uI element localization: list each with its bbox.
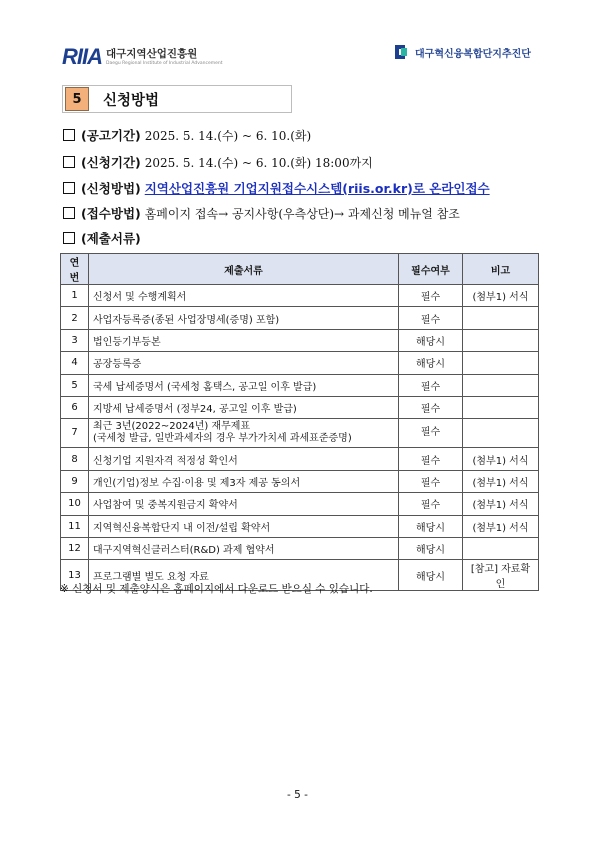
row-document: 공장등록증 [89, 352, 399, 374]
row-remarks [463, 419, 539, 448]
row-document: 사업참여 및 중복지원금지 확약서 [89, 493, 399, 515]
row-document: 신청기업 지원자격 적정성 확인서 [89, 448, 399, 470]
table-row [61, 537, 539, 559]
column-header-required: 필수여부 [399, 254, 463, 285]
row-document: 사업자등록증(종된 사업장명세(증명) 포함) [89, 307, 399, 329]
section-title: 신청방법 [103, 92, 160, 109]
column-header-remarks: 비고 [463, 254, 539, 285]
row-required: 필수 [399, 493, 463, 515]
row-required: 필수 [399, 419, 463, 448]
row-required: 해당시 [399, 560, 463, 591]
row-document: 신청서 및 수행계획서 [89, 285, 399, 307]
row-document: 지역혁신융복합단지 내 이전/설립 확약서 [89, 515, 399, 537]
item-label: (신청방법) [81, 181, 141, 196]
row-document-line2: (국세청 발급, 일반과세자의 경우 부가가치세 과세표준증명) [93, 433, 352, 445]
row-required: 해당시 [399, 537, 463, 559]
cluster-logo [393, 43, 531, 61]
row-required: 필수 [399, 448, 463, 470]
row-remarks [463, 329, 539, 351]
row-required: 필수 [399, 374, 463, 396]
row-remarks: (첨부1) 서식 [463, 470, 539, 492]
row-no: 11 [61, 515, 89, 537]
row-no: 6 [61, 396, 89, 418]
riia-logo-english: Daegu Regional Institute of Industrial Advancement [106, 60, 223, 66]
checkbox-square-icon [63, 232, 75, 244]
row-no: 1 [61, 285, 89, 307]
table-row [61, 285, 539, 307]
table-row [61, 352, 539, 374]
row-document: 대구지역혁신클러스터(R&D) 과제 협약서 [89, 537, 399, 559]
table-row [61, 329, 539, 351]
cluster-logo-icon [393, 43, 409, 61]
row-remarks [463, 352, 539, 374]
row-remarks: (첨부1) 서식 [463, 285, 539, 307]
page-header [0, 0, 595, 80]
checkbox-square-icon [63, 207, 75, 219]
item-label: (접수방법) [81, 206, 141, 221]
row-document: 지방세 납세증명서 (정부24, 공고일 이후 발급) [89, 396, 399, 418]
riia-logo-mark [62, 44, 102, 70]
column-header-no: 연번 [61, 254, 89, 285]
item-submission-method [63, 204, 460, 222]
row-document: 법인등기부등본 [89, 329, 399, 351]
row-remarks: (첨부1) 서식 [463, 515, 539, 537]
row-document: 개인(기업)정보 수집·이용 및 제3자 제공 동의서 [89, 470, 399, 492]
table-row [61, 396, 539, 418]
riia-logo-korean: 대구지역산업진흥원 [106, 47, 198, 60]
item-required-documents [63, 229, 141, 247]
item-label: (공고기간) [81, 128, 141, 143]
row-required: 필수 [399, 285, 463, 307]
item-label: (신청기간) [81, 155, 141, 170]
row-no: 8 [61, 448, 89, 470]
item-value: 2025. 5. 14.(수) ~ 6. 10.(화) 18:00까지 [144, 156, 373, 170]
table-row [61, 493, 539, 515]
row-remarks: (첨부1) 서식 [463, 448, 539, 470]
documents-table [60, 253, 539, 591]
row-document: 국세 납세증명서 (국세청 홈택스, 공고일 이후 발급) [89, 374, 399, 396]
row-required: 해당시 [399, 515, 463, 537]
row-required: 필수 [399, 307, 463, 329]
row-no: 4 [61, 352, 89, 374]
item-label: (제출서류) [81, 231, 141, 246]
row-no: 13 [61, 560, 89, 591]
row-document-line1: 최근 3년(2022~2024년) 재무제표 [93, 421, 251, 433]
table-row [61, 515, 539, 537]
item-value: 홈페이지 접속→ 공지사항(우측상단)→ 과제신청 메뉴얼 참조 [144, 207, 460, 221]
row-required: 필수 [399, 396, 463, 418]
section-number: 5 [65, 87, 89, 111]
row-no: 7 [61, 419, 89, 448]
row-no: 10 [61, 493, 89, 515]
table-row [61, 470, 539, 492]
item-announcement-period [63, 126, 311, 144]
download-footnote: ※ 신청서 및 제출양식은 홈페이지에서 다운로드 받으실 수 있습니다. [60, 583, 373, 595]
item-application-period [63, 153, 373, 171]
row-document [89, 419, 399, 448]
riia-logo-mark-text: RIIA [62, 44, 102, 69]
table-header-row [61, 254, 539, 285]
row-required: 해당시 [399, 352, 463, 374]
table-row [61, 448, 539, 470]
cluster-logo-text: 대구혁신융복합단지추진단 [415, 48, 531, 60]
checkbox-square-icon [63, 156, 75, 168]
checkbox-square-icon [63, 182, 75, 194]
row-remarks [463, 537, 539, 559]
column-header-document: 제출서류 [89, 254, 399, 285]
row-remarks: [참고] 자료확인 [463, 560, 539, 591]
row-no: 5 [61, 374, 89, 396]
item-application-method [63, 179, 490, 197]
table-row [61, 374, 539, 396]
row-required: 해당시 [399, 329, 463, 351]
checkbox-square-icon [63, 129, 75, 141]
online-application-link[interactable]: 지역산업진흥원 기업지원접수시스템(riis.or.kr)로 온라인접수 [144, 181, 490, 196]
item-value: 2025. 5. 14.(수) ~ 6. 10.(화) [144, 129, 312, 143]
section-heading [62, 85, 292, 113]
row-no: 3 [61, 329, 89, 351]
row-no: 9 [61, 470, 89, 492]
row-no: 2 [61, 307, 89, 329]
row-document: 프로그램별 별도 요청 자료 [89, 560, 399, 591]
page-number: - 5 - [287, 789, 308, 801]
row-remarks [463, 374, 539, 396]
row-remarks [463, 396, 539, 418]
table-row [61, 307, 539, 329]
riia-logo [62, 44, 223, 70]
row-remarks [463, 307, 539, 329]
row-no: 12 [61, 537, 89, 559]
table-row [61, 419, 539, 448]
row-required: 필수 [399, 470, 463, 492]
row-remarks: (첨부1) 서식 [463, 493, 539, 515]
